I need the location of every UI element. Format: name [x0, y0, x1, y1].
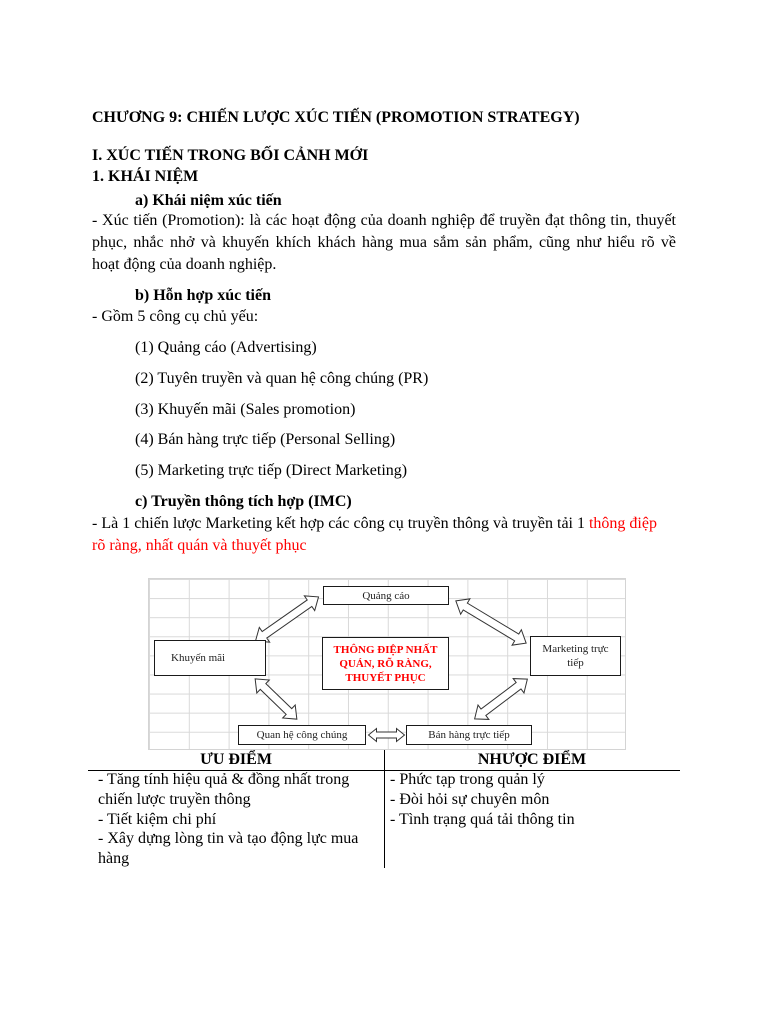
advantage-line: chiến lược truyền thông [98, 790, 251, 808]
advantage-line: - Tăng tính hiệu quả & đồng nhất trong [98, 771, 350, 788]
disadvantage-line: - Đòi hỏi sự chuyên môn [390, 790, 550, 808]
node-public-relations [238, 725, 366, 745]
part-c-highlight-text: thông điệp [588, 515, 657, 532]
node-sales-promotion [154, 640, 266, 676]
center-message-line: THÔNG ĐIỆP NHẤT [333, 643, 438, 656]
center-message-line: QUÁN, RÕ RÀNG, [339, 657, 432, 670]
part-c-highlight-text: rõ ràng, nhất quán và thuyết phục [92, 537, 307, 554]
advantages-header: ƯU ĐIỂM [200, 751, 272, 768]
center-message-line: THUYẾT PHỤC [345, 671, 426, 684]
part-a-heading: a) Khái niệm xúc tiến [135, 192, 282, 209]
node-personal-selling [406, 725, 532, 745]
node-label: Quan hệ công chúng [256, 729, 348, 741]
part-a-paragraph-line: phục, nhắc nhở và khuyến khích khách hàng mua sắm sản phẩm, cũng như hiểu rõ về [92, 234, 676, 251]
disadvantages-header: NHƯỢC ĐIỂM [477, 751, 587, 768]
advantage-line: - Xây dựng lòng tin và tạo động lực mua [98, 830, 359, 848]
node-advertising [323, 586, 449, 605]
node-label-line: Marketing trực [542, 643, 609, 655]
table-column-divider [384, 750, 385, 868]
tool-list-item: (3) Khuyến mãi (Sales promotion) [135, 401, 356, 418]
node-label: Quảng cáo [362, 589, 410, 602]
part-c-heading: c) Truyền thông tích hợp (IMC) [135, 493, 352, 510]
tool-list-item: (4) Bán hàng trực tiếp (Personal Selling) [135, 431, 396, 448]
node-label-line: tiếp [567, 657, 584, 669]
advantages-cell [98, 770, 358, 869]
part-c-paragraph-line [92, 514, 657, 534]
tool-list-item: (2) Tuyên truyền và quan hệ công chúng (PR) [135, 370, 429, 387]
node-label: Bán hàng trực tiếp [428, 729, 510, 741]
advantage-line: hàng [98, 850, 130, 867]
node-label: Khuyến mãi [171, 652, 226, 664]
chapter-title: CHƯƠNG 9: CHIẾN LƯỢC XÚC TIẾN (PROMOTION STRATEGY) [92, 109, 580, 126]
double-arrow-sales-promotion-public-relations [249, 672, 303, 725]
double-arrow-advertising-direct-marketing [451, 593, 531, 651]
part-c-paragraph-line [92, 536, 307, 556]
advantage-line: - Tiết kiệm chi phí [98, 810, 217, 828]
section-title: I. XÚC TIẾN TRONG BỐI CẢNH MỚI [92, 147, 369, 164]
part-c-text: - Là 1 chiến lược Marketing kết hợp các công cụ truyền thông và truyền tải 1 [92, 515, 589, 532]
tool-list-item: (1) Quảng cáo (Advertising) [135, 339, 317, 356]
part-b-intro: - Gồm 5 công cụ chủ yếu: [92, 308, 259, 325]
imc-diagram [148, 578, 626, 750]
part-a-paragraph-line: hoạt động của doanh nghiệp. [92, 256, 277, 273]
disadvantage-line: - Phức tạp trong quản lý [390, 771, 545, 788]
part-b-heading: b) Hỗn hợp xúc tiến [135, 287, 271, 304]
part-a-paragraph-line: - Xúc tiến (Promotion): là các hoạt động của doanh nghiệp để truyền đạt thông tin, thuyết [92, 212, 676, 229]
tool-list-item: (5) Marketing trực tiếp (Direct Marketing) [135, 462, 408, 479]
double-arrow-direct-marketing-personal-selling [469, 672, 533, 726]
node-center-message [322, 637, 449, 690]
subsection-title: 1. KHÁI NIỆM [92, 168, 199, 185]
disadvantage-line: - Tình trạng quá tải thông tin [390, 810, 575, 828]
node-direct-marketing [530, 636, 621, 676]
double-arrow-public-relations-personal-selling [369, 729, 405, 742]
disadvantages-cell [390, 770, 575, 829]
